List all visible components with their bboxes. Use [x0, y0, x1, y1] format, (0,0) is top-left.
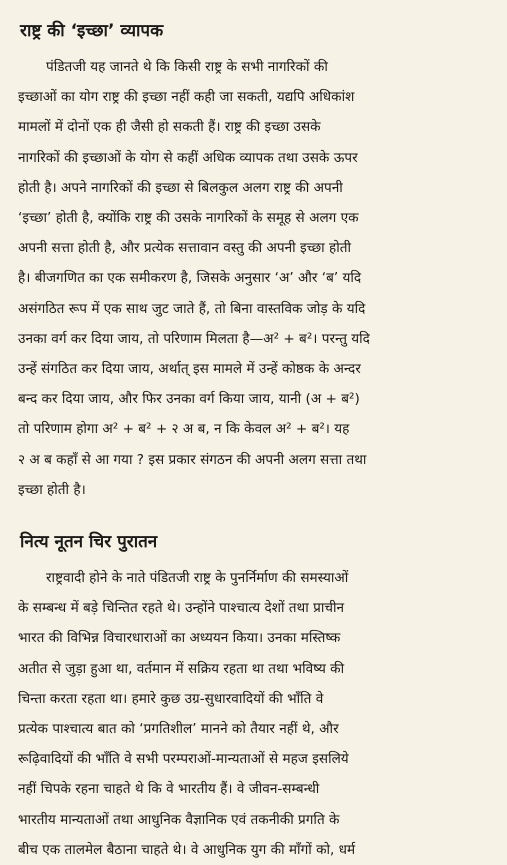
text-line: मामलों में दोनों एक ही जैसी हो सकती हैं। राष्ट्र की इच्छा उसके: [18, 119, 321, 136]
text-line: नागरिकों की इच्छाओं के योग से कहीं अधिक व्यापक तथा उसके ऊपर: [18, 149, 358, 166]
text-line: असंगठित रूप में एक साथ जुट जाते हैं, तो बिना वास्तविक जोड़ के यदि: [18, 300, 366, 317]
text-line: २ अ ब कहाँ से आ गया ? इस प्रकार संगठन की अपनी अलग सत्ता तथा: [18, 451, 367, 468]
text-line: उन्हें संगठित कर दिया जाय, अर्थात् इस मामले में उन्हें कोष्ठक के अन्दर: [18, 361, 361, 378]
text-line: राष्ट्रवादी होने के नाते पंडितजी राष्ट्र के पुनर्निर्माण की समस्याओं: [46, 570, 349, 587]
text-line: पंडितजी यह जानते थे कि किसी राष्ट्र के सभी नागरिकों की: [46, 59, 328, 75]
text-line: रूढ़िवादियों की भाँति वे सभी परम्पराओं-मान्यताओं से महज इसलिये: [18, 751, 349, 768]
text-line: बन्द कर दिया जाय, और फिर उनका वर्ग किया जाय, यानी (अ + ब²): [18, 391, 360, 408]
text-line: तो परिणाम होगा अ² + ब² + २ अ ब, न कि केवल अ² + ब²। यह: [18, 421, 350, 438]
text-line: उनका वर्ग कर दिया जाय, तो परिणाम मिलता है—अ² + ब²। परन्तु यदि: [18, 330, 370, 347]
text-line: बीच एक तालमेल बैठाना चाहते थे। वे आधुनिक युग की माँगों को, धर्म: [18, 841, 356, 858]
section-heading-nitya-nutan: नित्य नूतन चिर पुरातन: [20, 532, 158, 553]
text-line: इच्छा होती है।: [18, 481, 86, 498]
paragraph-rashtra-ichha: [18, 52, 489, 505]
text-line: नहीं चिपके रहना चाहते थे कि वे भारतीय हैं। वे जीवन-सम्बन्धी: [18, 781, 320, 798]
section-heading-rashtra-ichha: राष्ट्र की ‘इच्छा’ व्यापक: [20, 21, 164, 41]
paragraph-nitya-nutan: [18, 563, 489, 865]
text-line: के सम्बन्ध में बड़े चिन्तित रहते थे। उन्होंने पाश्चात्य देशों तथा प्राचीन: [18, 600, 345, 617]
text-line: चिन्ता करता रहता था। हमारे कुछ उग्र-सुधारवादियों की भाँति वे: [18, 690, 324, 707]
text-line: होती है। अपने नागरिकों की इच्छा से बिलकुल अलग राष्ट्र की अपनी: [18, 179, 343, 196]
text-line: है। बीजगणित का एक समीकरण है, जिसके अनुसार ‘अ’ और ‘ब’ यदि: [18, 270, 362, 287]
text-line: भारत की विभिन्न विचारधाराओं का अध्ययन किया। उनका मस्तिष्क: [18, 630, 341, 647]
text-line: इच्छाओं का योग राष्ट्र की इच्छा नहीं कही जा सकती, यद्यपि अधिकांश: [18, 89, 355, 106]
text-line: अपनी सत्ता होती है, और प्रत्येक सत्तावान वस्तु की अपनी इच्छा होती: [18, 240, 352, 257]
text-line: भारतीय मान्यताओं तथा आधुनिक वैज्ञानिक एवं तकनीकी प्रगति के: [18, 811, 340, 828]
text-line: अतीत से जुड़ा हुआ था, वर्तमान में सक्रिय रहता था तथा भविष्य की: [18, 660, 345, 677]
text-line: ‘इच्छा’ होती है, क्योंकि राष्ट्र की उसके नागरिकों के समूह से अलग एक: [18, 210, 359, 227]
text-line: प्रत्येक पाश्चात्य बात को ‘प्रगतिशील’ मानने को तैयार नहीं थे, और: [18, 721, 339, 738]
